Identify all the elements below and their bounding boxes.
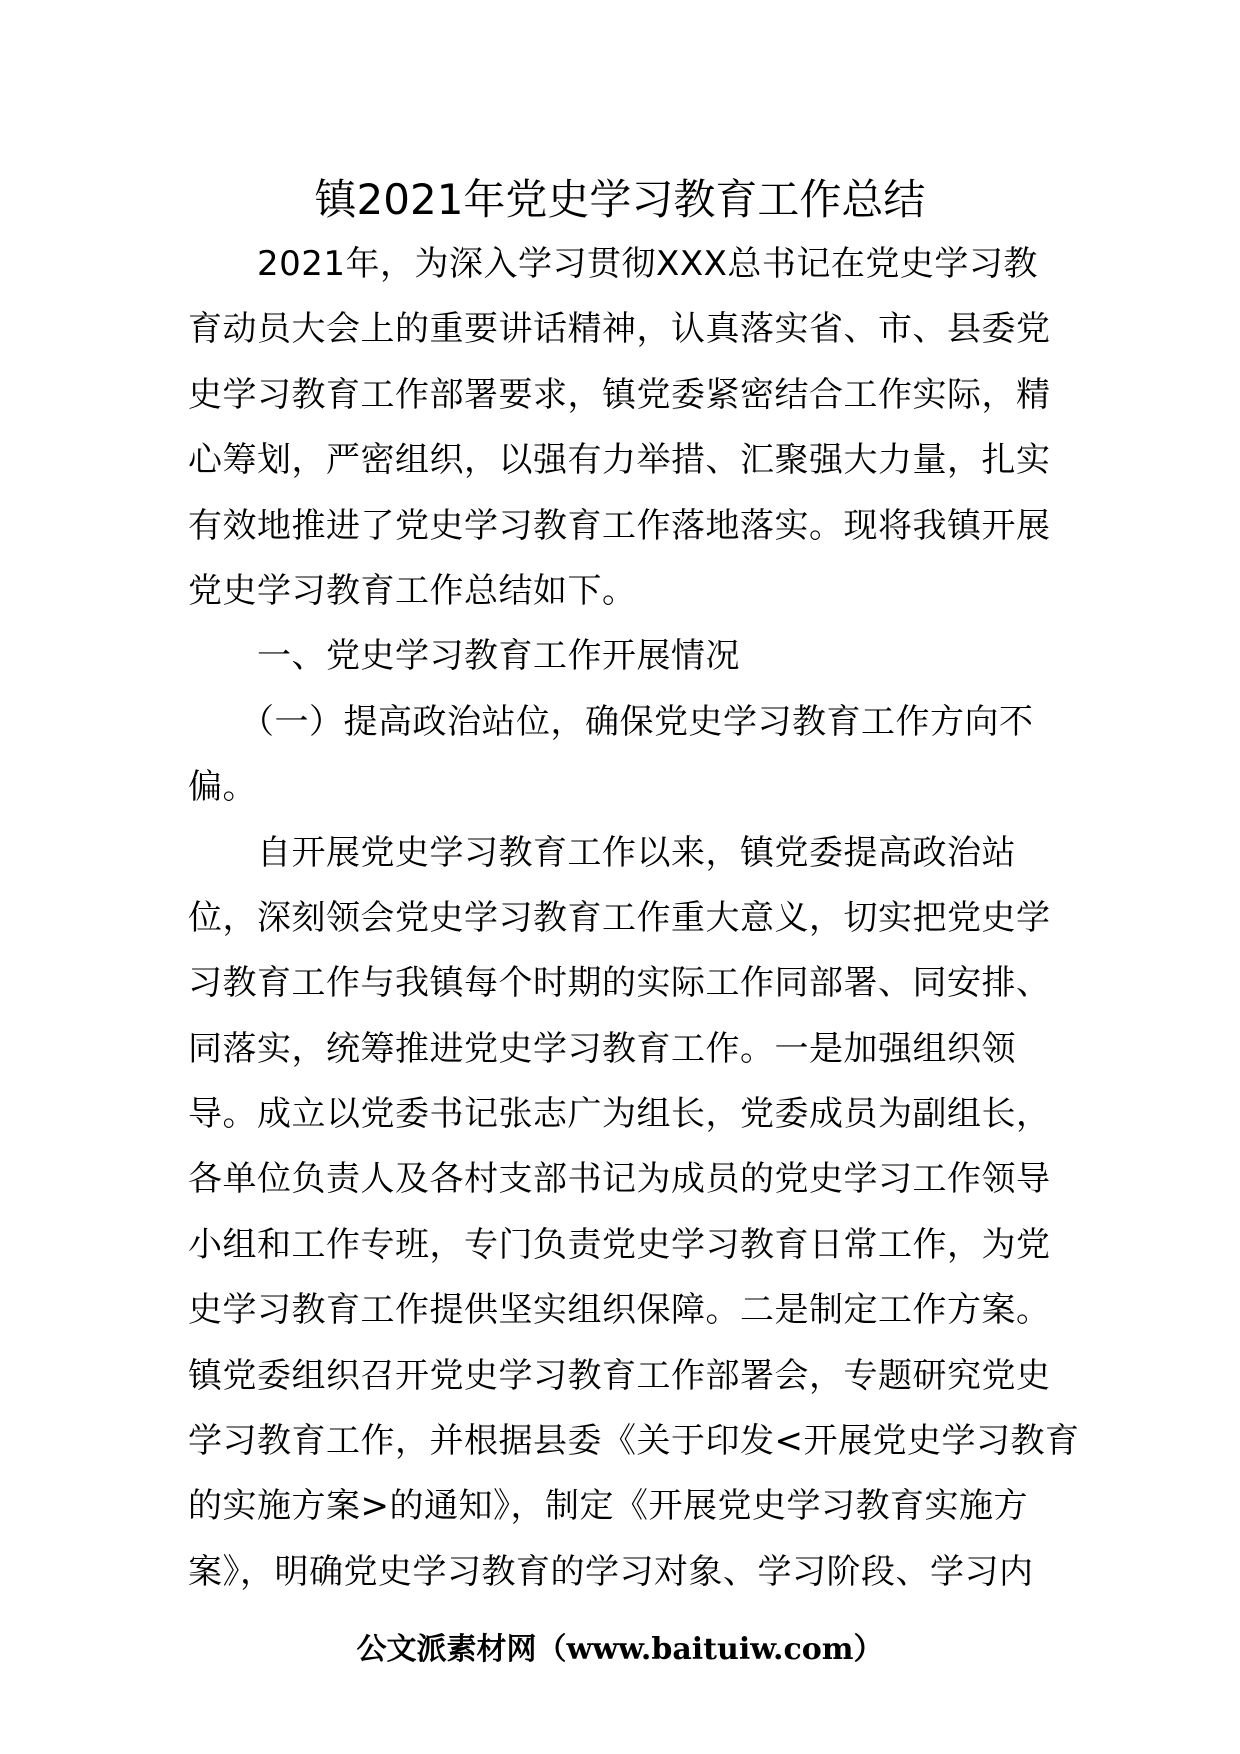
body-line: 小组和工作专班，专门负责党史学习教育日常工作，为党 xyxy=(188,1224,1051,1265)
subsection-heading: 偏。 xyxy=(188,767,257,808)
body-line: 史学习教育工作提供坚实组织保障。二是制定工作方案。 xyxy=(188,1290,1051,1331)
body-line: 案》，明确党史学习教育的学习对象、学习阶段、学习内 xyxy=(188,1551,1034,1592)
body-line: 2021年，为深入学习贯彻XXX总书记在党史学习教 xyxy=(188,244,1038,284)
body-line: 镇党委组织召开党史学习教育工作部署会，专题研究党史 xyxy=(188,1355,1051,1396)
body-line: 心筹划，严密组织，以强有力举措、汇聚强大力量，扎实 xyxy=(188,440,1051,481)
body-line: 导。成立以党委书记张志广为组长，党委成员为副组长， xyxy=(188,1094,1051,1135)
document-title: 镇2021年党史学习教育工作总结 xyxy=(314,175,926,224)
body-line: 习教育工作与我镇每个时期的实际工作同部署、同安排、 xyxy=(188,963,1051,1004)
body-line: 的实施方案>的通知》，制定《开展党史学习教育实施方 xyxy=(188,1486,1028,1527)
body-line: 史学习教育工作部署要求，镇党委紧密结合工作实际，精 xyxy=(188,374,1051,415)
body-line: 各单位负责人及各村支部书记为成员的党史学习工作领导 xyxy=(188,1159,1051,1200)
body-line: 党史学习教育工作总结如下。 xyxy=(188,570,637,611)
body-line: 位，深刻领会党史学习教育工作重大意义，切实把党史学 xyxy=(188,897,1051,938)
body-line: 同落实，统筹推进党史学习教育工作。一是加强组织领 xyxy=(188,1028,1016,1069)
section-heading: 一、党史学习教育工作开展情况 xyxy=(188,636,740,677)
body-line: 学习教育工作，并根据县委《关于印发<开展党史学习教育 xyxy=(188,1421,1080,1462)
subsection-heading: （一）提高政治站位，确保党史学习教育工作方向不 xyxy=(188,701,1034,742)
source-footer: 公文派素材网（www.baituiw.com） xyxy=(356,1632,884,1667)
document-body xyxy=(188,232,1080,1605)
body-line: 有效地推进了党史学习教育工作落地落实。现将我镇开展 xyxy=(188,505,1051,546)
body-line: 育动员大会上的重要讲话精神，认真落实省、市、县委党 xyxy=(188,309,1051,350)
body-line: 自开展党史学习教育工作以来，镇党委提高政治站 xyxy=(188,832,1016,873)
